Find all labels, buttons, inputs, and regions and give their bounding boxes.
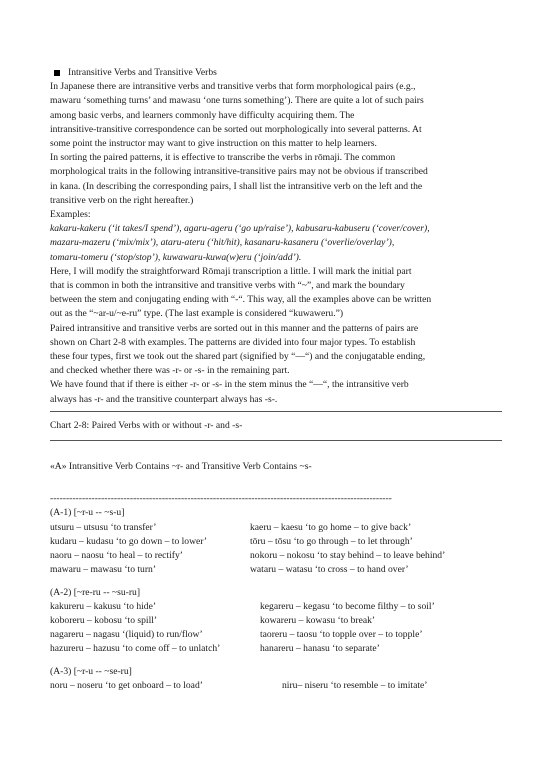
intransitive-cell: hazureru – hazusu ‘to come off – to unlatch’ — [50, 643, 221, 655]
text-line: in kana. (In describing the corresponding pairs, I shall list the intransitive verb on the left and the — [50, 180, 423, 192]
intransitive-cell: noru – noseru ‘to get onboard – to load’ — [50, 679, 203, 691]
table-row — [50, 535, 502, 549]
transitive-cell: nokoru – nokosu ‘to stay behind – to leave behind’ — [250, 550, 446, 562]
text-line: always has -r- and the transitive counterpart always has -s-. — [50, 393, 278, 405]
table-row — [50, 521, 502, 535]
intro-paragraphs — [50, 80, 502, 407]
text-line: shown on Chart 2-8 with examples. The patterns are divided into four major types. To establish — [50, 336, 416, 348]
table-row — [50, 679, 502, 693]
group-label: (A-1) [~r-u -- ~s-u] — [50, 507, 125, 519]
table-row — [50, 614, 502, 628]
transitive-cell: hanareru – hanasu ‘to separate’ — [260, 643, 380, 655]
spacer — [50, 578, 502, 586]
intransitive-cell: mawaru – mawasu ‘to turn’ — [50, 564, 157, 576]
intransitive-cell: nagareru – nagasu ‘(liquid) to run/flow’ — [50, 629, 203, 641]
text-line: Here, I will modify the straightforward Rōmaji transcription a little. I will mark the initial part — [50, 265, 412, 277]
intransitive-cell: kakureru – kakusu ‘to hide’ — [50, 600, 157, 612]
divider — [50, 411, 502, 412]
dashed-divider: ----------------------------------------------------------------------------------------------------------- — [50, 493, 392, 505]
section-a-title: «A» Intransitive Verb Contains ~r- and Transitive Verb Contains ~s- — [50, 461, 312, 473]
text-line: between the stem and conjugating ending with “-“. This way, all the examples above can be written — [50, 294, 432, 306]
chart-title: Chart 2-8: Paired Verbs with or without -r- and -s- — [50, 419, 243, 431]
example-line: mazaru-mazeru (‘mix/mix’), ataru-ateru (‘hit/hit), kasanaru-kasaneru (‘overlie/overlay’), — [50, 237, 395, 249]
table-row — [50, 549, 502, 563]
group-label: (A-2) [~re-ru -- ~su-ru] — [50, 586, 141, 598]
example-line: tomaru-tomeru (‘stop/stop’), kuwawaru-kuwa(w)eru (‘join/add’). — [50, 251, 302, 263]
text-line: In Japanese there are intransitive verbs and transitive verbs that form morphological pairs (e.g., — [50, 81, 416, 93]
example-line: kakaru-kakeru (‘it takes/I spend’), agaru-ageru (‘go up/raise’), kabusaru-kabuseru (‘cover/cover), — [50, 223, 430, 235]
transitive-cell: kowareru – kowasu ‘to break’ — [260, 614, 376, 626]
transitive-cell: taoreru – taosu ‘to topple over – to topple’ — [260, 629, 423, 641]
text-line: mawaru ‘something turns’ and mawasu ‘one turns something’). There are quite a lot of such pairs — [50, 95, 424, 107]
text-line: out as the “~ar-u/~e-ru” type. (The last example is considered “kuwaweru.”) — [50, 308, 344, 320]
text-line: In sorting the paired patterns, it is effective to transcribe the verbs in rōmaji. The common — [50, 152, 396, 164]
text-line: We have found that if there is either -r- or -s- in the stem minus the “—“, the intransitive verb — [50, 379, 409, 391]
transitive-cell: kaeru – kaesu ‘to go home – to give back’ — [250, 521, 412, 533]
document-page — [50, 66, 502, 693]
intransitive-cell: naoru – naosu ‘to heal – to rectify’ — [50, 550, 183, 562]
group-label: (A-3) [~r-u -- ~se-ru] — [50, 665, 132, 677]
text-line: that is common in both the intransitive and transitive verbs with “~”, and mark the boundary — [50, 280, 405, 292]
text-line: transitive verb on the right hereafter.) — [50, 194, 194, 206]
text-line: intransitive-transitive correspondence can be sorted out morphologically into several patterns. At — [50, 123, 422, 135]
text-line: Examples: — [50, 209, 91, 221]
intransitive-cell: utsuru – utsusu ‘to transfer’ — [50, 521, 157, 533]
intransitive-cell: koboreru – kobosu ‘to spill’ — [50, 614, 158, 626]
text-line: among basic verbs, and learners commonly have difficulty acquiring them. The — [50, 109, 355, 121]
square-bullet-icon — [54, 70, 60, 76]
transitive-cell: wataru – watasu ‘to cross – to hand over’ — [250, 564, 409, 576]
text-line: these four types, first we took out the shared part (signified by “—“) and the conjugatable ending, — [50, 351, 426, 363]
group-a2 — [50, 586, 502, 657]
spacer — [50, 474, 502, 486]
table-row — [50, 642, 502, 656]
group-a3 — [50, 665, 502, 693]
divider — [50, 440, 502, 441]
transitive-cell: kegareru – kegasu ‘to become filthy – to soil’ — [260, 600, 435, 612]
text-line: Paired intransitive and transitive verbs are sorted out in this manner and the patterns of pairs are — [50, 322, 419, 334]
intransitive-cell: kudaru – kudasu ‘to go down – to lower’ — [50, 535, 208, 547]
spacer — [50, 448, 502, 460]
text-line: morphological traits in the following intransitive-transitive pairs may not be obvious if transcribed — [50, 166, 428, 178]
table-row — [50, 563, 502, 577]
table-row — [50, 628, 502, 642]
table-row — [50, 600, 502, 614]
text-line: some point the instructor may want to give instruction on this matter to help learners. — [50, 138, 377, 150]
group-a1 — [50, 506, 502, 577]
text-line: and checked whether there was -r- or -s- in the remaining part. — [50, 365, 290, 377]
heading-text: Intransitive Verbs and Transitive Verbs — [68, 67, 217, 78]
spacer — [50, 657, 502, 665]
transitive-cell: tōru – tōsu ‘to go through – to let through’ — [250, 535, 413, 547]
section-heading — [50, 66, 502, 80]
transitive-cell: niru– niseru ‘to resemble – to imitate’ — [282, 679, 428, 691]
